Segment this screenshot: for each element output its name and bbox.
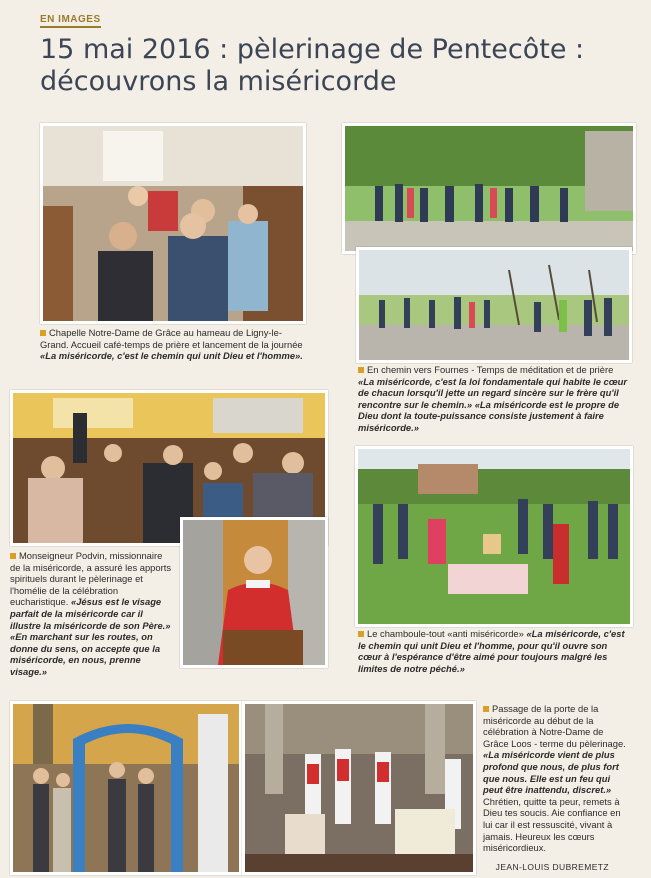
caption-fournes: En chemin vers Fournes - Temps de méditation et de prière «La miséricorde, c'est la loi fondamentale qui habite le cœur de chacun lorsqu'il jette un regard sincère sur le frère qu'il rencontre sur le chemin.» «La miséricorde est le propre de Dieu dont la toute-puissance consiste justement à faire miséricorde.» <box>358 364 627 433</box>
photo-chamboule <box>355 446 633 627</box>
caption-chapelle: Chapelle Notre-Dame de Grâce au hameau de Ligny-le-Grand. Accueil café-temps de prière et lancement de la journée «La miséricorde, c'est le chemin qui unit Dieu et l'homme». <box>40 327 303 362</box>
photo-celebration <box>242 701 476 875</box>
author-signature: JEAN-LOUIS DUBREMETZ <box>495 862 609 872</box>
page-title-line-1: 15 mai 2016 : pèlerinage de Pentecôte : <box>40 34 585 65</box>
photo-road <box>356 247 632 363</box>
caption-podvin: Monseigneur Podvin, missionnaire de la miséricorde, a assuré les apports spirituels durant le pèlerinage et l'homélie de la célébration eucharistique. «Jésus est le visage parfait de la miséricorde car il illustre la miséricorde de son Père.» «En marchant sur les routes, on donne du sens, on accepte que la miséricorde, en nous, prenne visage.» <box>10 550 172 677</box>
caption-bullet <box>358 367 364 373</box>
caption-bullet <box>40 330 46 336</box>
section-kicker: EN IMAGES <box>40 14 101 28</box>
photo-procession <box>342 123 636 254</box>
photo-chapelle <box>40 123 306 324</box>
caption-porte: Passage de la porte de la miséricorde au début de la célébration à Notre-Dame de Grâce Loos - terme du pèlerinage. «La miséricorde vient de plus profond que nous, de plus fort que nous. Elle est un feu qui peut être inattendu, discret.» Chrétien, quitte ta peur, remets à Dieu tes soucis. Aie confiance en lui car il est ressuscité, vivant à jamais. Heureux les cœurs miséricordieux. <box>483 703 626 854</box>
caption-chamboule: Le chamboule-tout «anti miséricorde» «La miséricorde, c'est le chemin qui unit Dieu et l'homme, pour qu'il ouvre son cœur à l'espérance d'être aimé pour toujours malgré les limites de notre péché.» <box>358 628 625 674</box>
photo-porte <box>10 701 242 875</box>
page-title-line-2: découvrons la miséricorde <box>40 66 397 97</box>
caption-bullet <box>483 706 489 712</box>
caption-bullet <box>10 553 16 559</box>
photo-podvin <box>180 517 328 668</box>
page-title <box>40 34 630 98</box>
caption-bullet <box>358 631 364 637</box>
